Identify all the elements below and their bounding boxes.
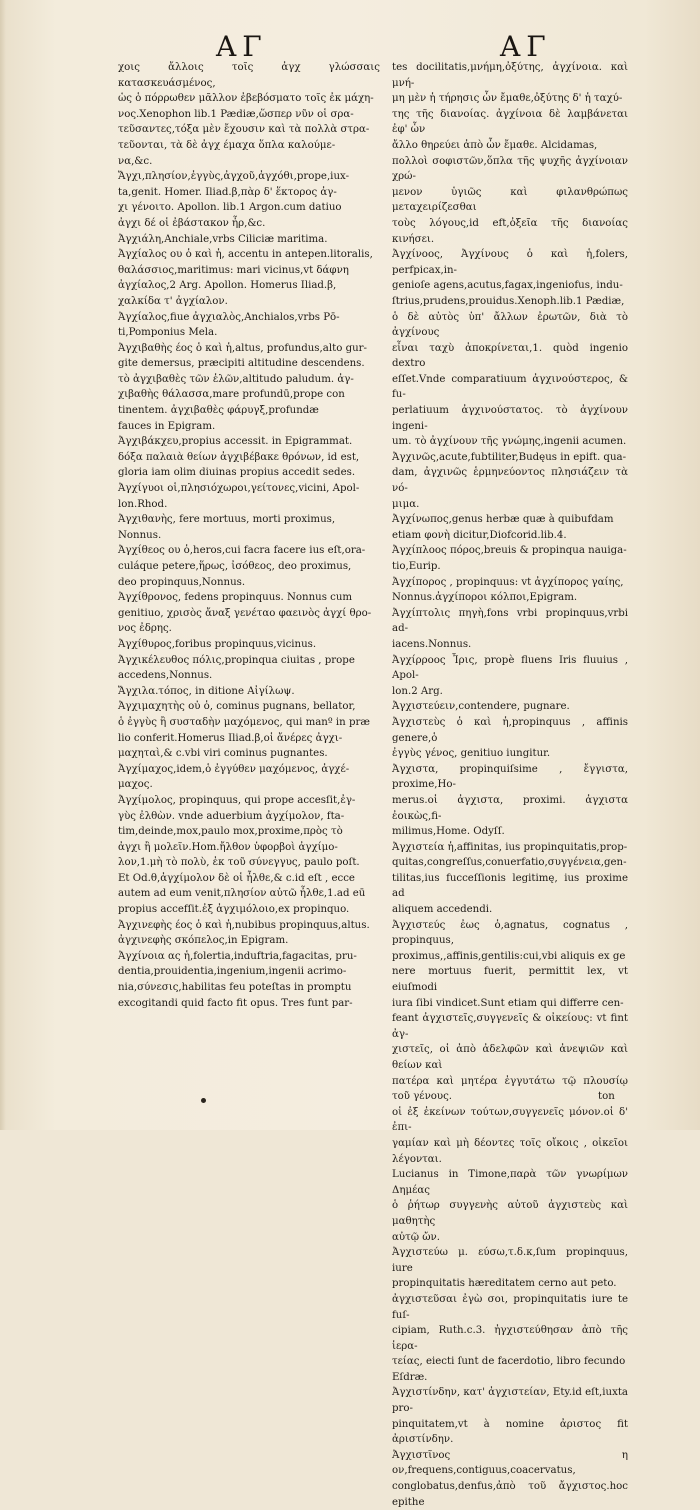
text-line: ti,Pomponius Mela. (118, 327, 218, 339)
text-line: χιστεῖς, οἱ ἀπὸ ἀδελφῶν καὶ ἀνεψιῶν καὶ θείων καὶ (392, 1044, 628, 1071)
signature-mark (201, 1098, 206, 1103)
text-line: ἀγχινεφὴς σκόπελος,in Epigram. (118, 935, 289, 947)
text-line: genioſe agens,acutus,fagax,ingeniofus, indu- (392, 280, 623, 292)
text-line: iura ſibi vindicet.Sunt etiam qui differre cen- (392, 997, 624, 1009)
text-line: Ἀγχίμαχος,idem,ὁ ἐγγύθεν μαχόμενος, ἀγχέ- (118, 763, 350, 775)
text-line: Ἀγχιθανὴς, fere mortuus, morti proximus, (118, 514, 336, 526)
text-line: Ἀγχίπτολις πηγὴ,fons vrbi propinquus,vrbi ad- (392, 607, 628, 635)
text-line: Ἀγχιστῖνος η ον,frequens,contiguus,coacervatus, (392, 1449, 628, 1477)
text-line: aliquem accedendi. (392, 904, 493, 916)
text-line: quitas,congreſſus,conuerfatio,συγγένεια,gen- (392, 857, 627, 869)
text-line: Ἀγχιστεύς ἐως ὁ,agnatus, cognatus , propinquus, (392, 919, 628, 947)
text-line: tes docilitatis,μνήμη,ὀξύτης, ἀγχίνοια. καὶ μνή- (392, 62, 628, 89)
text-line: ὁ δὲ αὐτὸς ὑπ' ἄλλων ἐρωτῶν, διὰ τὸ ἀγχίνους (392, 311, 628, 339)
text-line: Ἀγχίρροος Ἶρις, propè fluens Iris fluuius , Apol- (392, 654, 628, 682)
text-line: lon.2 Arg. (392, 685, 443, 697)
text-line: χιβαθὴς θάλασσα,mare profundū,prope con (118, 389, 345, 401)
text-line: Ἀγχιστεία ἡ,affinitas, ius propinquitatis,prop- (392, 841, 628, 853)
text-line: Ἀγχίθυρος,foribus propinquus,vicinus. (118, 638, 317, 650)
page-gutter-shadow (0, 0, 6, 1130)
text-line: μαχος. (118, 779, 153, 791)
running-head-left: ΑΓ (216, 30, 268, 63)
text-line: της τῆς διανοίας. ἀγχίνοια δὲ λαμβάνεται ἐφ' ὧν (392, 108, 628, 136)
text-line: ἀγχιστεῦσαι ἐγὼ σοι, propinquitatis iure te fuſ- (392, 1293, 628, 1321)
text-line: Ἀγχίθεος ου ὁ,heros,cui facra facere ius eſt,ora- (118, 545, 366, 557)
text-line: Lucianus in Timone,παρὰ τῶν γνωρίμων Δημέας (392, 1169, 628, 1196)
text-line: Ἀγχιμαχητὴς οὐ ὁ, cominus pugnans, bellator, (118, 701, 356, 713)
text-line: Ἀγχιστίνδην, κατ' ἀγχιστείαν, Ety.id eſt,iuxta pro- (392, 1387, 628, 1415)
text-line: δόξα παλαιὰ θείων ἀγχιβέβακε θρόνων, id est, (118, 451, 360, 463)
text-line: autem ad eum venit,πλησίον αὐτῶ ἦλθε,1.ad eū (118, 888, 366, 900)
text-line: μενον ὑγιῶς καὶ φιλανθρώπως μεταχειρίζεσθαι (392, 186, 628, 214)
text-line: Nonnus. (118, 529, 162, 541)
text-line: Ἀγχινῶς,acute,fubtiliter,Budęus in epift. qua- (392, 451, 627, 463)
text-line: ὁ ἐγγὺς ἢ συσταδὴν μαχόμενος, qui manº in præ (118, 716, 370, 728)
text-line: νος ἐδρης. (118, 623, 172, 635)
text-line: γὺς ἐλθὼν. vnde aduerbium ἀγχίμολον, fta- (118, 810, 345, 822)
text-line: propius accefſit.ἐξ ἀγχιμόλοιο,ex propinquo. (118, 904, 350, 916)
text-line: Ἀγχικέλευθος πόλις,propinqua ciuitas , prope (118, 654, 355, 666)
text-line: να,&c. (118, 155, 153, 167)
text-line: Ἀγχινεφὴς έος ὁ καὶ ἡ,nubibus propinquus,altus. (118, 919, 370, 931)
text-line: Ἀγχίγυοι οἱ,πλησιόχωροι,γείτονες,vicini, Apol- (118, 483, 360, 495)
text-line: ὡς ὁ πόρρωθεν μᾶλλον ἐβεβόσματο τοῖς ἐκ μάχη- (118, 93, 374, 105)
text-line: ἐγγὺς γένος, genitiuo iungitur. (392, 748, 551, 760)
text-line: νος.Xenophon lib.1 Pædiæ,ὥσπερ νῦν οἱ σρα- (118, 108, 354, 120)
text-line: genitiuo, χρισὸς ἄναξ γενέταο φαεινὸς ἀγχί θρο- (118, 607, 372, 619)
text-line: τὸ ἀγχιβαθὲς τῶν ἑλῶν,altitudo paludum. ἀγ- (118, 373, 354, 385)
text-line: ἀγχίαλος,2 Arg. Apollon. Homerus Iliad.β, (118, 280, 337, 292)
text-line: θαλάσσιος,maritimus: mari vicinus,vt δάφνη (118, 264, 349, 276)
text-line: Ἀγχίθρονος, fedens propinquus. Nonnus cum (118, 592, 353, 604)
text-line: conglobatus,denfus,ἀπὸ τοῦ ἄγχιστος.hoc epithe (392, 1481, 628, 1508)
text-line: tio,Eurip. (392, 561, 441, 572)
text-line: εἶναι ταχὺ ἀποκρίνεται,1. quòd ingenio dextro (392, 342, 628, 370)
text-line: culáque petere,ἥρως, ἰσόθεος, deo proximus, (118, 561, 352, 572)
text-line: fauces in Epigram. (118, 420, 216, 432)
text-line: lon.Rhod. (118, 498, 168, 510)
text-line: lio conferit.Homerus Iliad.β,οἱ ἄνέρες ἀγχι- (118, 732, 343, 744)
text-line: οἱ ἐξ ἐκείνων τούτων,συγγενεῖς μόνον.οἱ δ' ἐπι- (392, 1106, 628, 1134)
text-line: Eſdræ. (392, 1371, 428, 1383)
text-line: Ἀγχίμολος, propinquus, qui prope accesſit,ἐγ- (118, 794, 356, 806)
text-line: χαλκίδα τ' ἀγχίαλον. (118, 295, 228, 307)
text-line: χοις ἄλλοις τοῖς ἀγχ γλώσσαις κατασκευάσμένος, (118, 62, 380, 89)
text-line: ὁ ῥήτωρ συγγενὴς αὐτοῦ ἀγχιστεὺς καὶ μαθητὴς (392, 1200, 628, 1227)
text-line: πολλοὶ σοφιστῶν,ὅπλα τῆς ψυχῆς ἀγχίνοιαν χρώ- (392, 155, 628, 183)
text-line: dam, ἀγχινῶς ἑρμηνεύοντος πλησιάζειν τὰ νό- (392, 467, 628, 495)
text-line: dentia,prouidentia,ingenium,ingenii acrimo- (118, 966, 347, 978)
text-line: Ἀγχιβάκχευ,propius accessit. in Epigrammat. (118, 436, 353, 448)
text-line: μιμα. (392, 498, 420, 510)
left-column (118, 60, 380, 1011)
text-line: accedens,Nonnus. (118, 670, 213, 682)
text-line: Et Od.θ,ἀγχίμολον δὲ οἱ ἦλθε,& c.id eſt , ecce (118, 872, 355, 884)
text-line: Ἀγχίαλος,fiue ἀγχιαλὸς,Anchialos,vrbs Pō- (118, 311, 340, 323)
text-line: τεῦσαντες,τόξα μὲν ἔχουσιν καὶ τὰ πολλὰ στρα- (118, 124, 370, 136)
text-line: tinentem. ἀγχιβαθὲς φάρυγξ,profundæ (118, 405, 319, 417)
text-line: Ἀγχιστεὺς ὁ καὶ ἡ,propinquus , affinis genere,ὁ (392, 716, 628, 744)
text-line: ἄλλο θηρεύει ἀπὸ ὧν ἔμαθε. Alcidamas, (392, 139, 598, 151)
text-line: milimus,Home. Odyſſ. (392, 826, 505, 838)
text-line: Ἀγχίνοια ας ἡ,folertia,induftria,fagacitas, pru- (118, 950, 357, 962)
text-line: feant ἀγχιστεῖς,συγγενεῖς & οἰκείους: vt fint ἀγ- (392, 1013, 628, 1040)
text-line: Ἀγχιβαθὴς έος ὁ καὶ ἡ,altus, profundus,alto gur- (118, 342, 367, 354)
text-line: proximus,,affinis,gentilis:cui,vbi aliquis ex ge (392, 950, 626, 962)
text-line: μη μὲν ἡ τήρησις ὧν ἔμαθε,ὀξύτης δ' ἡ ταχύ- (392, 93, 623, 105)
text-line: Ἀγχίπορος , propinquus: vt ἀγχίπορος γαίης, (392, 576, 624, 588)
text-line: um. τὸ ἀγχίνουν τῆς γνώμης,ingenii acumen. (392, 436, 627, 448)
text-line: ta,genit. Homer. Iliad.β,πὰρ δ' ἕκτορος ἀγ- (118, 186, 337, 198)
right-column (392, 60, 628, 1510)
text-line: iacens.Nonnus. (392, 638, 472, 650)
text-line: nere mortuus fuerit, permittit lex, vt eiuſmodi (392, 966, 628, 994)
running-head-right: ΑΓ (500, 30, 552, 63)
text-line: nia,σύνεσις,habilitas feu poteſtas in promptu (118, 982, 352, 994)
catchword: ton (598, 1091, 615, 1102)
text-line: Ἀγχιάλη,Anchiale,vrbs Ciliciæ maritima. (118, 233, 328, 245)
text-line: Ἄγχιλα.τόπος, in ditione Αἰγίλωψ. (118, 685, 295, 697)
text-line: ſtrius,prudens,prouidus.Xenoph.lib.1 Pædiæ, (392, 295, 625, 307)
text-line: Ἀγχίαλος ου ὁ καὶ ἡ, accentu in antepen.litoralis, (118, 249, 373, 261)
text-line: Ἄγχι,πλησίον,ἐγγὺς,ἀγχοῦ,ἀγχόθι,prope,iux- (118, 171, 350, 183)
text-line: μαχηταὶ,& c.vbi viri cominus pugnantes. (118, 748, 328, 760)
text-line: cipiam, Ruth.c.3. ἠγχιστεύθησαν ἀπὸ τῆς ἱερα- (392, 1325, 628, 1352)
text-line: deo propinquus,Nonnus. (118, 576, 246, 588)
text-line: Ἀγχίπλοος πόρος,breuis & propinqua nauiga- (392, 545, 627, 557)
text-line: excogitandi quid facto fit opus. Tres funt par- (118, 997, 353, 1009)
text-line: tilitas,ius fucceſſionis legitimę, ius proxime ad (392, 872, 628, 900)
text-line: τείας, eiecti ſunt de facerdotio, libro fecundo (392, 1356, 626, 1368)
text-line: Ἀγχιστα, propinquiſsime , ἔγγιστα, proxime,Ho- (392, 763, 628, 791)
text-line: gloria iam olim diuinas propius accedit sedes. (118, 467, 356, 479)
text-line: γαμίαν καὶ μὴ δέοντες τοῖς οἴκοις , οἰκεῖοι λέγονται. (392, 1137, 628, 1165)
text-line: Ἀγχίνωπος,genus herbæ quæ à quibufdam (392, 514, 614, 526)
text-line: merus.οἱ ἀγχιστα, proximi. ἀγχιστα ἐοικὼς,fi- (392, 794, 628, 822)
text-line: τοὺς λόγους,id eft,ὀξεῖα τῆς διανοίας κινήσει. (392, 217, 628, 245)
text-line: λον,1.μὴ τὸ πολὺ, ἐκ τοῦ σύνεγγυς, paulo poſt. (118, 857, 360, 869)
text-line: etiam φονὴ dicitur,Diofcorid.lib.4. (392, 529, 567, 541)
text-line: αὐτῷ ὤν. (392, 1231, 440, 1243)
text-line: τεῦονται, τὰ δὲ ἀγχ έμαχα ὅπλα καλούμε- (118, 139, 336, 151)
text-line: Nonnus.ἀγχίποροι κόλποι,Epigram. (392, 592, 578, 604)
text-line: propinquitatis hæreditatem cerno aut peto. (392, 1278, 617, 1290)
text-line: tim,deinde,mox,paulo mox,proxime,πρὸς τὸ (118, 826, 343, 838)
text-line: pinquitatem,vt à nomine ἀριστος fit ἀριστίνδην. (392, 1418, 628, 1446)
text-line: χι γένοιτο. Apollon. lib.1 Argon.cum datiuo (118, 202, 342, 214)
text-line: eſſet.Vnde comparatiuum ἀγχινούστερος, & fu- (392, 373, 628, 401)
text-line: gite demersus, præcipiti altitudine descendens. (118, 358, 365, 370)
text-line: πατέρα καὶ μητέρα ἐγγυτάτω τῷ πλουσίῳ τοῦ γένους. (392, 1075, 628, 1103)
text-line: Ἀγχιστεύειν,contendere, pugnare. (392, 701, 570, 713)
text-line: perlatiuum ἀγχινούστατος. τὸ ἀγχίνουν ingeni- (392, 405, 628, 432)
text-line: Ἀγχίνοος, Ἀγχίνους ὁ καὶ ἡ,folers, perfpicax,in- (392, 249, 628, 276)
text-line: ἀγχι ἢ μολεῖν.Hom.ἤλθον ὑφορβοὶ ἀγχίμο- (118, 841, 338, 853)
text-line: ἀγχι δέ οἱ ἐβάστακον ἦρ,&c. (118, 217, 266, 229)
text-line: Ἀγχιστεύω μ. εύσω,τ.δ.κ,ſum propinquus, iure (392, 1247, 628, 1274)
